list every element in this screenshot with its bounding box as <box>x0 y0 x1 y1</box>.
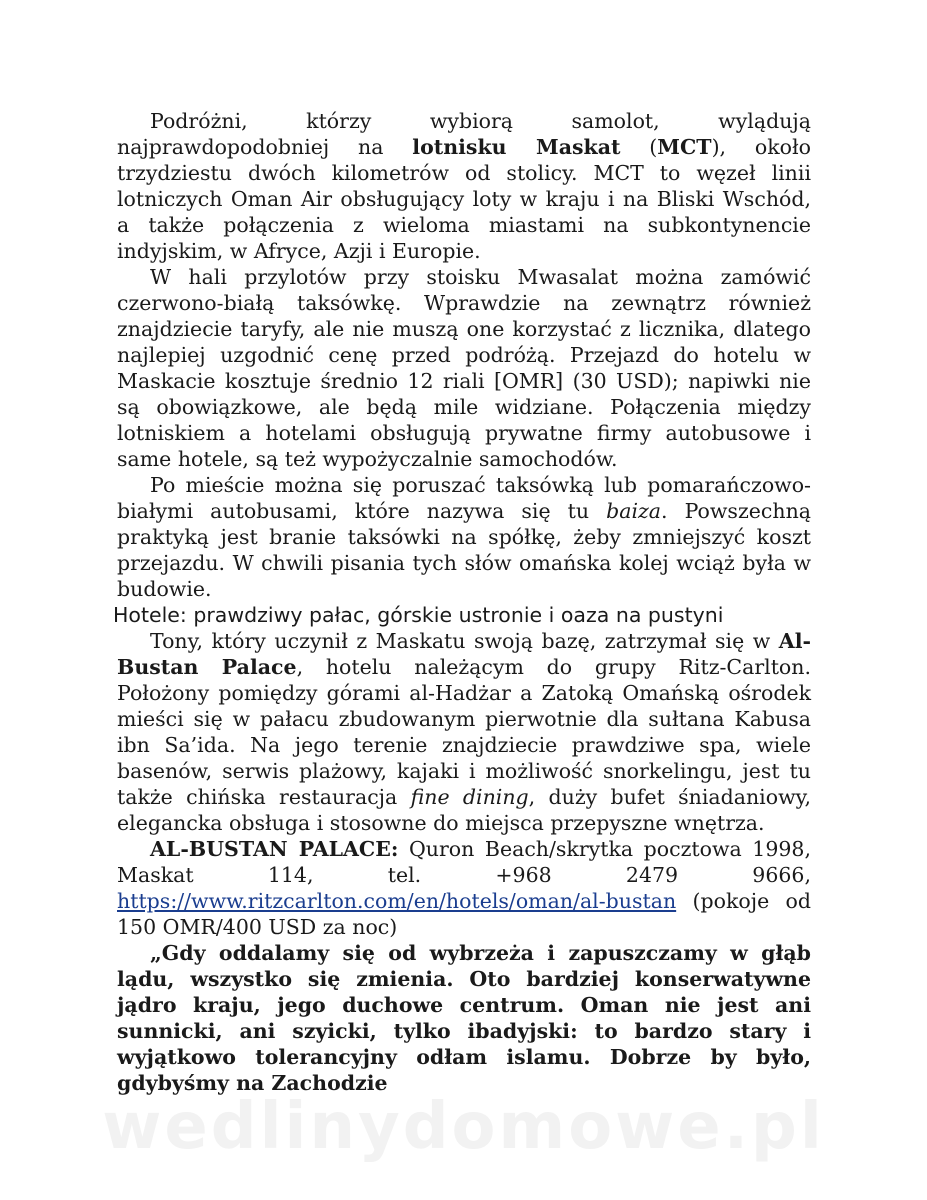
text-run: , hotelu należącym do grupy Ritz-Carlton. Położony pomiędzy górami al-Hadżar a Zatoką Omańską ośrodek mieści się w pałacu zbudowanym pierwotnie dla sułtana Kabusa ibn Sa’ida. Na jego terenie znajdziecie prawdziwe spa, wiele basenów, serwis plażowy, kajaki i możliwość snorkelingu, jest tu także chińska restauracja <box>117 655 811 809</box>
hotel-website-link[interactable]: https://www.ritzcarlton.com/en/hotels/oman/al-bustan <box>117 889 677 913</box>
italic-term: baiza <box>606 499 662 523</box>
paragraph-hotel <box>117 628 811 836</box>
text-run: . Powszechną praktyką jest branie taksówki na spółkę, żeby zmniejszyć koszt przejazdu. W chwili pisania tych słów omańska kolej wciąż była w budowie. <box>117 499 811 601</box>
paragraph-transport <box>117 472 811 602</box>
text-run: W hali przylotów przy stoisku Mwasalat można zamówić czerwono-białą taksówkę. Wprawdzie na zewnątrz również znajdziecie taryfy, ale nie muszą one korzystać z licznika, dlatego najlepiej uzgodnić cenę przed podróżą. Przejazd do hotelu w Maskacie kosztuje średnio 12 riali [OMR] (30 USD); napiwki nie są obowiązkowe, ale będą mile widziane. Połączenia między lotniskiem a hotelami obsługują prywatne firmy autobusowe i same hotele, są też wypożyczalnie samochodów. <box>117 265 811 471</box>
italic-term: fine dining <box>410 785 529 809</box>
section-heading: Hotele: prawdziwy pałac, górskie ustronie i oaza na pustyni <box>113 603 724 627</box>
bold-hotel-label: AL-BUSTAN PALACE: <box>150 837 399 861</box>
text-run: ( <box>620 135 658 159</box>
quote-text: „Gdy oddalamy się od wybrzeża i zapuszczamy w głąb lądu, wszystko się zmienia. Oto bardziej konserwatywne jądro kraju, jego duchowe centrum. Oman nie jest ani sunnicki, ani szyicki, tylko ibadyjski: to bardzo stary i wyjątkowo tolerancyjny odłam islamu. Dobrze by było, gdybyśmy na Zachodzie <box>117 941 811 1095</box>
text-run: Tony, który uczynił z Maskatu swoją bazę, zatrzymał się w <box>150 629 779 653</box>
paragraph-airport <box>117 108 811 264</box>
text-run: Podróżni, którzy wybiorą samolot, wylądują najprawdopodobniej na <box>117 109 811 159</box>
text-run: Po mieście można się poruszać taksówką lub pomarańczowo-białymi autobusami, które nazywa się tu <box>117 473 811 523</box>
bold-hotel-name: Al-Bustan Palace <box>117 629 811 679</box>
paragraph-quote <box>117 940 811 1096</box>
paragraph-hotel-info <box>117 836 811 940</box>
page-content <box>113 108 811 1096</box>
watermark: wedlinydomowe.pl <box>102 1090 825 1164</box>
text-run: (pokoje od 150 OMR/400 USD za noc) <box>117 889 811 939</box>
text-run: Quron Beach/skrytka pocztowa 1998, Maskat 114, tel. +968 2479 9666, <box>117 837 811 887</box>
text-run: ), około trzydziestu dwóch kilometrów od stolicy. MCT to węzeł linii lotniczych Oman Air obsługujący loty w kraju i na Bliski Wschód, a także połączenia z wieloma miastami na subkontynencie indyjskim, w Afryce, Azji i Europie. <box>117 135 811 263</box>
bold-airport-code: MCT <box>657 135 712 159</box>
paragraph-taxi <box>117 264 811 472</box>
text-run: , duży bufet śniadaniowy, elegancka obsługa i stosowne do miejsca przepyszne wnętrza. <box>117 785 811 835</box>
bold-airport-name: lotnisku Maskat <box>412 135 621 159</box>
